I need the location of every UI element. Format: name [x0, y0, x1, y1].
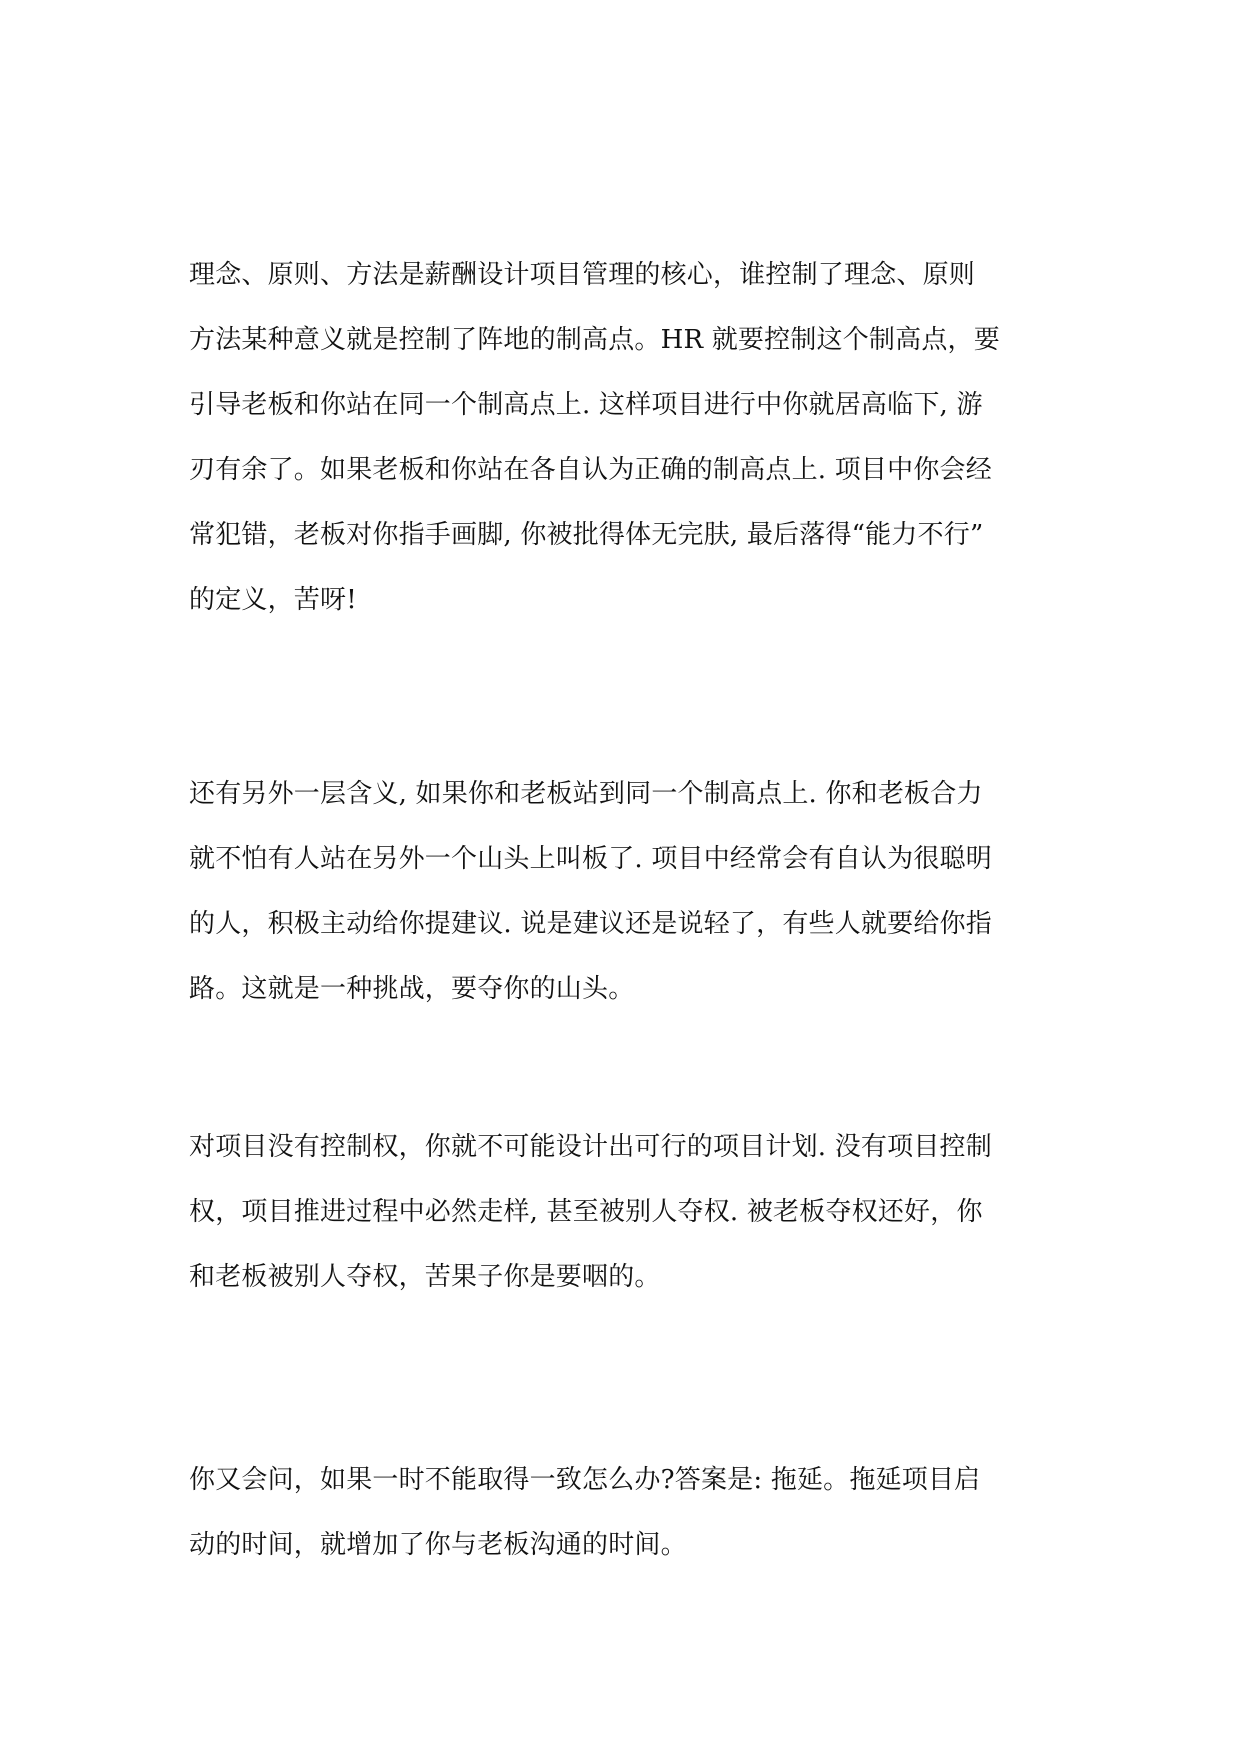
paragraph-1	[189, 243, 1069, 633]
text-line: 权，项目推进过程中必然走样, 甚至被别人夺权. 被老板夺权还好，你	[189, 1197, 983, 1227]
paragraph-3	[189, 1115, 1069, 1310]
text-line: 理念、原则、方法是薪酬设计项目管理的核心，谁控制了理念、原则	[189, 260, 976, 290]
text-line: 动的时间，就增加了你与老板沟通的时间。	[189, 1530, 687, 1560]
text-line: 方法某种意义就是控制了阵地的制高点。HR 就要控制这个制高点，要	[189, 325, 1000, 355]
text-line: 路。这就是一种挑战，要夺你的山头。	[189, 974, 635, 1004]
paragraph-2	[189, 762, 1069, 1022]
text-line: 你又会问，如果一时不能取得一致怎么办?答案是: 拖延。拖延项目启	[189, 1465, 981, 1495]
text-line: 就不怕有人站在另外一个山头上叫板了. 项目中经常会有自认为很聪明	[189, 844, 992, 874]
text-line: 的人，积极主动给你提建议. 说是建议还是说轻了，有些人就要给你指	[189, 909, 992, 939]
text-line: 和老板被别人夺权，苦果子你是要咽的。	[189, 1262, 661, 1292]
text-line: 刃有余了。如果老板和你站在各自认为正确的制高点上. 项目中你会经	[189, 455, 992, 485]
text-line: 常犯错，老板对你指手画脚, 你被批得体无完肤, 最后落得“能力不行”	[189, 520, 984, 550]
paragraph-4	[189, 1448, 1069, 1578]
text-line: 的定义，苦呀!	[189, 585, 357, 615]
text-line: 还有另外一层含义, 如果你和老板站到同一个制高点上. 你和老板合力	[189, 779, 983, 809]
text-line: 引导老板和你站在同一个制高点上. 这样项目进行中你就居高临下, 游	[189, 390, 983, 420]
text-line: 对项目没有控制权，你就不可能设计出可行的项目计划. 没有项目控制	[189, 1132, 992, 1162]
